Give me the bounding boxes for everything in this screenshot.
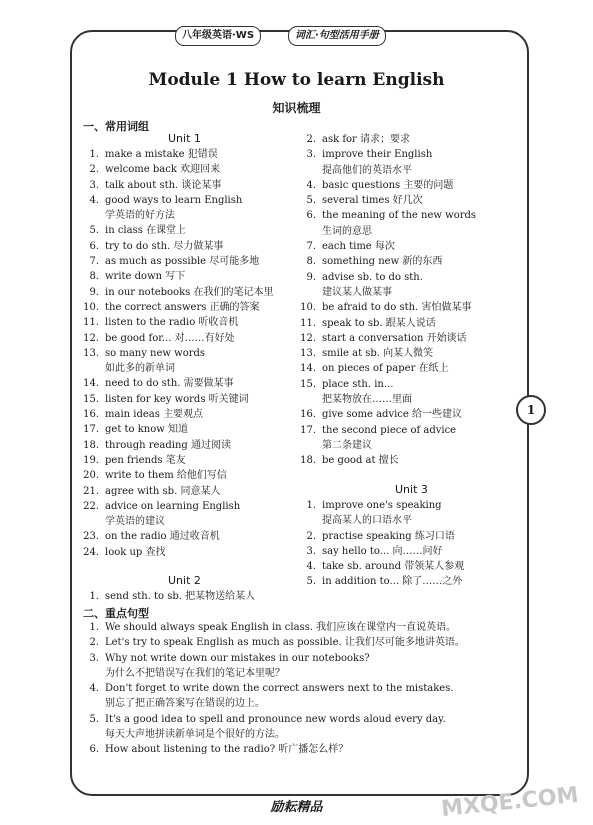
phrase-row [83,407,273,422]
phrase-row [83,315,273,330]
item-text: We should always speak English in class. 我们应该在课堂内一直说英语。 [105,622,457,633]
item-number: 1. [89,622,99,633]
pattern-row [83,651,523,666]
item-text: Why not write down our mistakes in our notebooks? [105,652,370,664]
header-tag-handbook: 词汇·句型活用手册 [288,26,386,46]
watermark: MXQE.COM [440,782,580,823]
phrase-row [83,162,273,177]
pattern-row [83,635,523,650]
item-text: How about listening to the radio? 听广播怎么样？ [105,744,349,756]
item-number: 2. [89,637,99,649]
phrase-row [300,392,476,407]
item-text: listen for key words 听关键词 [105,393,249,405]
phrase-row [83,147,273,162]
item-text: so many new words [105,347,206,359]
item-number: 2. [306,530,316,542]
phrase-row [83,484,273,499]
item-text: main ideas 主要观点 [105,409,204,421]
item-text: 提高他们的英语水平 [322,164,412,176]
item-number: 16. [300,409,316,421]
item-number: 4. [89,194,99,206]
page-subtitle: 知识梳理 [272,101,321,115]
phrase-row [300,346,476,361]
item-text: speak to sb. 跟某人说话 [322,317,436,329]
item-number: 17. [300,424,316,436]
phrase-row [300,407,476,422]
item-number: 24. [83,546,99,558]
unit3-label: Unit 3 [395,483,428,496]
item-number: 18. [300,455,316,467]
item-text: try to do sth. 尽力做某事 [105,240,224,252]
item-text: as much as possible 尽可能多地 [105,256,260,268]
phrase-row [83,346,273,361]
phrase-row [83,223,273,238]
pattern-row [83,712,523,727]
phrase-row [83,269,273,284]
phrase-row [300,239,476,254]
item-number: 15. [83,393,99,405]
section-patterns-heading: 二、重点句型 [83,607,149,620]
item-text: improve their English [322,149,433,161]
phrase-row [300,270,476,285]
item-text: 如此多的新单词 [105,363,175,375]
item-number: 14. [83,378,99,390]
item-text: 提高某人的口语水平 [322,515,412,527]
item-number: 3. [306,545,316,557]
item-text: get to know 知道 [105,424,188,436]
item-text: take sb. around 带领某人参观 [322,561,465,573]
item-text: send sth. to sb. 把某物送给某人 [105,591,256,602]
pattern-row [83,666,523,681]
phrase-row [300,316,476,331]
phrase-row [83,178,273,193]
item-text: smile at sb. 向某人微笑 [322,348,434,360]
unit1-label: Unit 1 [168,132,201,145]
item-number: 1. [306,500,316,511]
item-number: 5. [89,713,99,725]
phrase-row [300,300,476,315]
unit2-label: Unit 2 [168,574,201,587]
item-text: the correct answers 正确的答案 [105,301,260,313]
phrase-row [300,574,464,589]
phrase-row [83,514,273,529]
phrase-row [83,422,273,437]
phrase-row [300,147,476,162]
phrase-row [300,224,476,239]
item-text: in our notebooks 在我们的笔记本里 [105,286,274,298]
item-number: 10. [300,302,316,314]
phrase-row [300,544,464,559]
item-text: place sth. in... [322,378,394,390]
pattern-row [83,727,523,742]
item-text: through reading 通过阅读 [105,439,232,451]
pattern-row [83,696,523,711]
unit3-list [300,498,464,590]
item-number: 4. [89,683,99,695]
phrase-row [300,163,476,178]
phrase-row [300,423,476,438]
item-text: look up 查找 [105,546,166,558]
phrase-row [83,193,273,208]
item-number: 12. [83,332,99,344]
phrase-row [83,331,273,346]
phrase-row [300,361,476,376]
phrase-row [83,254,273,269]
item-text: several times 好几次 [322,195,423,207]
item-text: Don't forget to write down the correct answers next to the mistakes. [105,683,454,695]
item-text: make a mistake 犯错误 [105,149,218,160]
phrase-row [83,285,273,300]
item-number: 9. [306,271,316,283]
item-text: advise sb. to do sth. [322,271,423,283]
item-number: 1. [89,149,99,160]
item-number: 5. [306,195,316,207]
item-text: good ways to learn English [105,194,243,206]
item-text: be good for... 对……有好处 [105,332,235,344]
phrase-row [83,453,273,468]
item-text: It's a good idea to spell and pronounce new words aloud every day. [105,713,446,725]
item-text: improve one's speaking [322,500,442,511]
item-text: 别忘了把正确答案写在错误的边上。 [105,698,265,710]
unit1-list [83,147,273,560]
item-number: 2. [306,134,316,145]
item-text: welcome back 欢迎回来 [105,164,221,176]
phrase-row [300,254,476,269]
unit2-list-right [300,132,476,469]
item-text: 把某物放在……里面 [322,394,412,406]
phrase-row [83,468,273,483]
item-number: 13. [300,348,316,360]
item-text: each time 每次 [322,241,395,253]
item-number: 1. [89,591,99,602]
phrase-row [83,300,273,315]
phrase-row [300,438,476,453]
item-text: 生词的意思 [322,225,372,237]
phrase-row [83,239,273,254]
phrase-row [300,529,464,544]
phrase-row [300,132,476,147]
item-number: 8. [89,271,99,283]
item-number: 9. [89,286,99,298]
item-text: start a conversation 开始谈话 [322,332,467,344]
phrase-row [83,361,273,376]
pattern-row [83,681,523,696]
item-text: say hello to... 向……问好 [322,545,443,557]
header-tag-grade: 八年级英语·WS [175,26,261,46]
item-number: 13. [83,347,99,359]
pattern-row [83,742,523,757]
unit2-list-left [83,589,255,604]
phrase-row [300,178,476,193]
item-number: 10. [83,301,99,313]
item-text: write to them 给他们写信 [105,470,227,482]
item-number: 22. [83,500,99,512]
item-text: basic questions 主要的问题 [322,179,454,191]
page-title: Module 1 How to learn English [148,70,445,90]
phrase-row [300,513,464,528]
item-text: the second piece of advice [322,424,457,436]
item-number: 23. [83,531,99,543]
item-text: agree with sb. 同意某人 [105,485,221,497]
section-phrases-heading: 一、常用词组 [83,120,149,133]
item-number: 20. [83,470,99,482]
page-number-badge: 1 [516,395,546,425]
phrase-row [300,193,476,208]
patterns-list [83,620,523,758]
phrase-row [300,285,476,300]
item-text: practise speaking 练习口语 [322,530,455,542]
item-text: the meaning of the new words [322,210,477,222]
item-number: 17. [83,424,99,436]
item-text: be afraid to do sth. 害怕做某事 [322,302,472,314]
phrase-row [300,331,476,346]
item-text: in addition to... 除了……之外 [322,576,463,588]
item-text: ask for 请求；要求 [322,134,411,145]
phrase-row [83,208,273,223]
footer-brand: 励耘精品 [270,800,323,815]
item-text: give some advice 给一些建议 [322,409,462,421]
phrase-row [83,529,273,544]
item-number: 5. [89,225,99,237]
phrase-row [83,392,273,407]
item-text: 每天大声地拼读新单词是个很好的方法。 [105,729,285,741]
item-number: 12. [300,332,316,344]
item-text: be good at 擅长 [322,455,399,467]
item-number: 14. [300,363,316,375]
item-number: 19. [83,454,99,466]
item-text: pen friends 笔友 [105,454,186,466]
item-text: advice on learning English [105,500,241,512]
item-number: 6. [89,240,99,252]
phrase-row [83,499,273,514]
item-text: Let's try to speak English as much as possible. 让我们尽可能多地讲英语。 [105,637,465,649]
phrase-row [300,208,476,223]
item-text: in class 在课堂上 [105,225,187,237]
item-number: 15. [300,378,316,390]
phrase-row [83,545,273,560]
item-text: 第二条建议 [322,439,372,451]
item-number: 21. [83,485,99,497]
item-number: 18. [83,439,99,451]
item-text: write down 写下 [105,271,186,283]
pattern-row [83,620,523,635]
phrase-row [83,438,273,453]
phrase-row [300,453,476,468]
item-number: 6. [306,210,316,222]
item-text: talk about sth. 谈论某事 [105,179,222,191]
phrase-row [300,377,476,392]
item-text: 学英语的好方法 [105,210,175,222]
phrase-row [300,498,464,513]
item-number: 8. [306,256,316,268]
item-number: 11. [83,317,99,329]
item-number: 7. [89,256,99,268]
item-text: something new 新的东西 [322,256,443,268]
item-number: 3. [89,652,99,664]
item-number: 4. [306,561,316,573]
item-text: 为什么不把错误写在我们的笔记本里呢？ [105,667,285,679]
phrase-row [83,589,255,604]
item-text: listen to the radio 听收音机 [105,317,239,329]
item-number: 7. [306,241,316,253]
item-text: on pieces of paper 在纸上 [322,363,449,375]
item-number: 4. [306,179,316,191]
item-number: 5. [306,576,316,588]
item-number: 16. [83,409,99,421]
item-text: 建议某人做某事 [322,286,392,298]
item-text: need to do sth. 需要做某事 [105,378,234,390]
item-number: 2. [89,164,99,176]
item-number: 11. [300,317,316,329]
phrase-row [300,559,464,574]
phrase-row [83,376,273,391]
item-text: on the radio 通过收音机 [105,531,220,543]
item-number: 6. [89,744,99,756]
item-number: 3. [89,179,99,191]
item-text: 学英语的建议 [105,516,165,528]
item-number: 3. [306,149,316,161]
